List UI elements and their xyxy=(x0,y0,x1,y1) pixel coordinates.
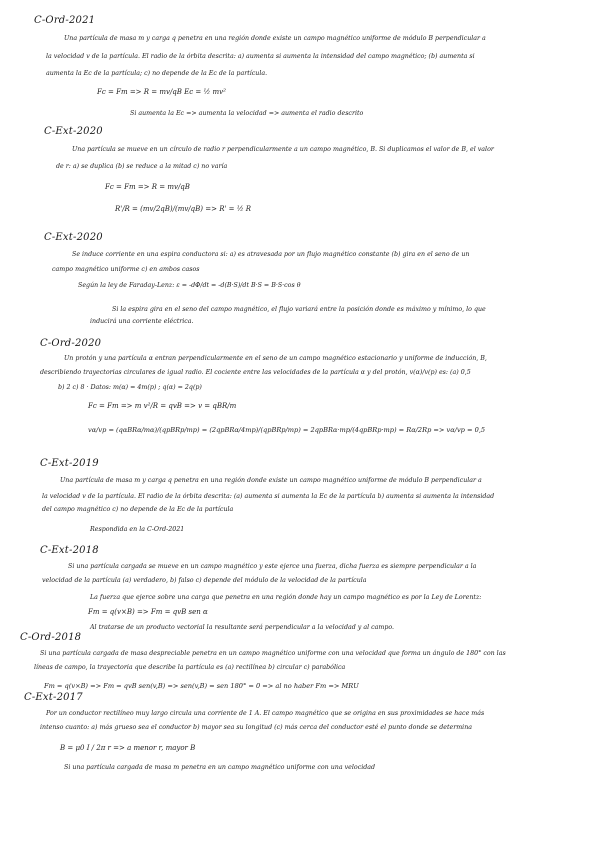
question-line: Por un conductor rectilíneo muy largo circula una corriente de 1 A. El campo magnético que se origina en sus proximidades se hace más xyxy=(46,710,485,717)
question-line: Si una partícula cargada de masa m penetra en un campo magnético uniforme con una velocidad xyxy=(64,764,376,771)
question-line: Si una partícula cargada se mueve en un campo magnético y este ejerce una fuerza, dicha fuerza es siempre perpendicular a la xyxy=(68,563,477,570)
answer-equation: R'/R = (mv/2qB)/(mv/qB) => R' = ½ R xyxy=(115,205,251,213)
answer-equation: Fm = q(v×B) => Fm = qvB sen(v,B) => sen(v,B) = sen 180° = 0 => al no haber Fm => MRU xyxy=(44,682,359,690)
question-line: b) 2 c) 8 · Datos: m(α) = 4m(p) ; q(α) = 2q(p) xyxy=(58,384,202,391)
question-line: Si una partícula cargada de masa despreciable penetra en un campo magnético uniforme con una velocidad que forma un ángulo de 180° con las xyxy=(40,650,506,657)
question-line: aumenta la Ec de la partícula; c) no depende de la Ec de la partícula. xyxy=(46,70,268,77)
question-line: describiendo trayectorias circulares de igual radio. El cociente entre las velocidades de la partícula α y del protón, v(α)/v(p) es: (a) 0,5 xyxy=(40,369,471,376)
question-line: Una partícula se mueve en un círculo de radio r perpendicularmente a un campo magnético, B. Si duplicamos el valor de B, el valor xyxy=(72,146,494,153)
answer-equation: B = μ0 I / 2π r => a menor r, mayor B xyxy=(60,744,196,752)
answer-conclusion: inducirá una corriente eléctrica. xyxy=(90,318,194,325)
answer-equation: Fc = Fm => R = mv/qB xyxy=(105,183,190,191)
question-line: la velocidad v de la partícula. El radio de la órbita descrita: a) aumenta si aumenta la intensidad del campo magnético; (b) aumenta si xyxy=(46,53,475,60)
question-line: Se induce corriente en una espira conductora si: a) es atravesada por un flujo magnético constante (b) gira en el seno de un xyxy=(72,251,470,258)
answer-explanation: Al tratarse de un producto vectorial la resultante será perpendicular a la velocidad y al campo. xyxy=(90,624,395,631)
question-line: Una partícula de masa m y carga q penetra en una región donde existe un campo magnético uniforme de módulo B perpendicular a xyxy=(60,477,482,484)
question-line: Un protón y una partícula α entran perpendicularmente en el seno de un campo magnético estacionario y uniforme de inducción, B, xyxy=(64,355,487,362)
section-header: C-Ext-2020 xyxy=(44,232,103,243)
question-line: intenso cuanto: a) más grueso sea el conductor b) mayor sea su longitud (c) más cerca del conductor esté el punto donde se determina xyxy=(40,724,473,731)
answer-equation: Según la ley de Faraday-Lenz: ε = -dΦ/dt = -d(B·S)/dt B·S = B·S·cos θ xyxy=(78,282,301,289)
question-line: Una partícula de masa m y carga q penetra en una región donde existe un campo magnético uniforme de módulo B perpendicular a xyxy=(64,35,486,42)
question-line: líneas de campo, la trayectoria que describe la partícula es (a) rectilínea b) circular c) parabólica xyxy=(34,664,346,671)
question-line: velocidad de la partícula (a) verdadero, b) falso c) depende del módulo de la velocidad de la partícula xyxy=(42,577,367,584)
answer-equation: Fc = Fm => m v²/R = qvB => v = qBR/m xyxy=(88,402,237,410)
section-header: C-Ord-2018 xyxy=(20,632,82,643)
answer-equation: Fc = Fm => R = mv/qB Ec = ½ mv² xyxy=(97,88,226,96)
question-line: del campo magnético c) no depende de la Ec de la partícula xyxy=(42,506,234,513)
answer-reference: Respondida en la C-Ord-2021 xyxy=(90,526,185,533)
answer-conclusion: Si aumenta la Ec => aumenta la velocidad => aumenta el radio descrito xyxy=(130,110,364,117)
section-header: C-Ext-2017 xyxy=(24,692,83,703)
section-header: C-Ext-2018 xyxy=(40,545,99,556)
section-header: C-Ext-2019 xyxy=(40,458,99,469)
answer-equation: Fm = q(v×B) => Fm = qvB sen α xyxy=(88,608,208,616)
section-header: C-Ord-2021 xyxy=(34,15,96,26)
answer-explanation: La fuerza que ejerce sobre una carga que penetra en una región donde hay un campo magnético es por la Ley de Lorentz: xyxy=(90,594,482,601)
question-line: campo magnético uniforme c) en ambos casos xyxy=(52,266,200,273)
question-line: de r: a) se duplica (b) se reduce a la mitad c) no varía xyxy=(56,163,228,170)
section-header: C-Ord-2020 xyxy=(40,338,102,349)
answer-conclusion: Si la espira gira en el seno del campo magnético, el flujo variará entre la posición donde es máximo y mínimo, lo que xyxy=(112,306,486,313)
answer-equation: vα/vp = (qαBRα/mα)/(qpBRp/mp) = (2qpBRα/4mp)/(qpBRp/mp) = 2qpBRα·mp/(4qpBRp·mp) = Rα/2Rp => vα/vp = 0,5 xyxy=(88,426,486,434)
question-line: la velocidad v de la partícula. El radio de la órbita descrita: (a) aumenta si aumenta la Ec de la partícula b) aumenta si aumenta la intensidad xyxy=(42,493,495,500)
section-header: C-Ext-2020 xyxy=(44,126,103,137)
